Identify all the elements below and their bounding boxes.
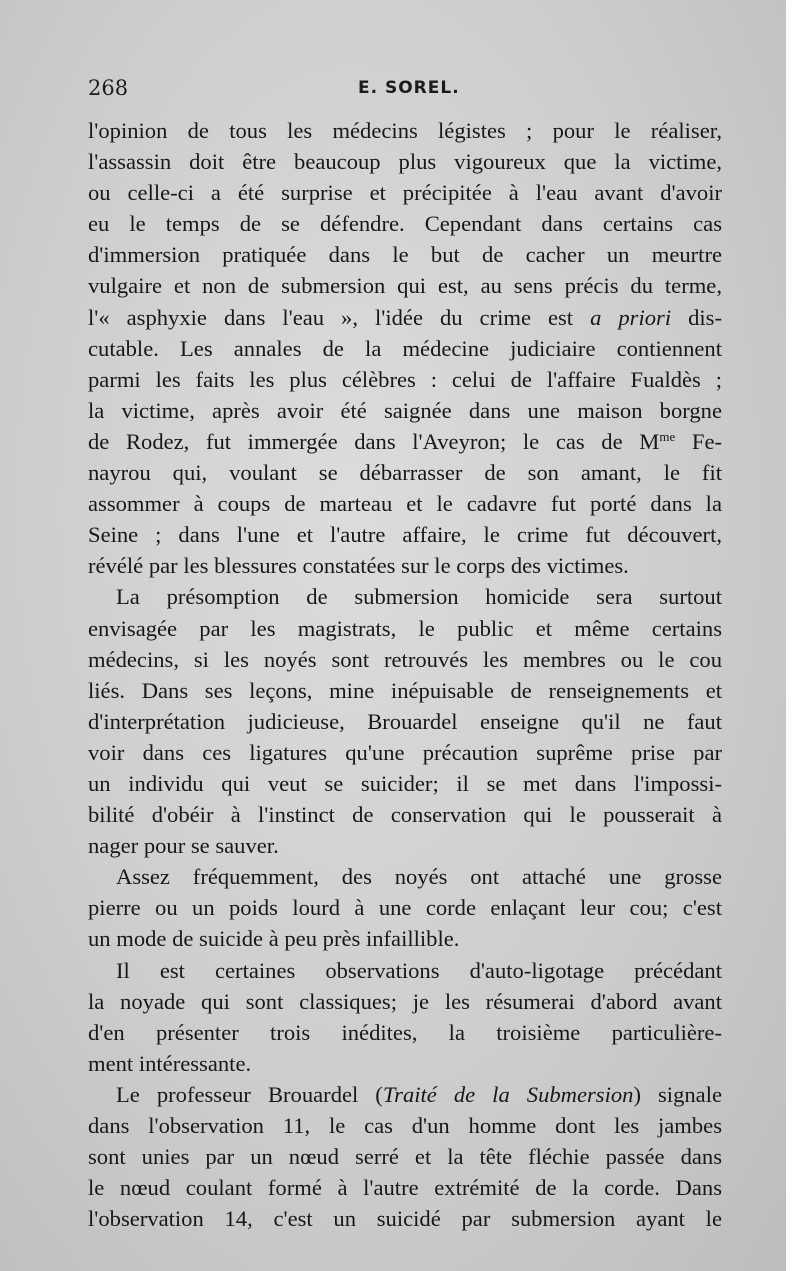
text-line: ou celle-ci a été surprise et précipitée à l'eau avant d'avoir xyxy=(88,180,722,206)
text-line: révélé par les blessures constatées sur le corps des victimes. xyxy=(88,553,629,579)
text-line: liés. Dans ses leçons, mine inépuisable de renseignements et xyxy=(88,677,722,703)
text-line: bilité d'obéir à l'instinct de conservation qui le pousserait à xyxy=(88,802,722,828)
text-line: eu le temps de se défendre. Cependant dans certains cas xyxy=(88,211,722,237)
text-line: d'immersion pratiquée dans le but de cacher un meurtre xyxy=(88,242,722,268)
text-line: Il est certaines observations d'auto-ligotage précédant xyxy=(116,957,722,983)
text-segment: l'« asphyxie dans l'eau », l'idée du crime est xyxy=(88,304,574,330)
text-line: assommer à coups de marteau et le cadavre fut porté dans la xyxy=(88,491,722,517)
text-segment: Fe- xyxy=(691,428,722,454)
text-line: un individu qui veut se suicider; il se met dans l'impossi- xyxy=(88,770,722,796)
paragraph-3 xyxy=(88,861,722,954)
superscript: me xyxy=(659,428,676,444)
text-line: nayrou qui, voulant se débarrasser de son amant, le fit xyxy=(88,460,722,486)
text-line: l'observation 14, c'est un suicidé par submersion ayant le xyxy=(88,1206,722,1232)
paragraph-4 xyxy=(88,955,722,1079)
text-line: un mode de suicide à peu près infaillible. xyxy=(88,926,460,952)
text-segment: dis- xyxy=(688,304,722,330)
text-line: d'interprétation judicieuse, Brouardel enseigne qu'il ne faut xyxy=(88,708,722,734)
text-line: l'assassin doit être beaucoup plus vigoureux que la victime, xyxy=(88,149,722,175)
page-header xyxy=(88,76,724,106)
text-segment: de Rodez, fut immergée dans l'Aveyron; le cas de M xyxy=(88,428,660,454)
text-segment: ) signale xyxy=(633,1081,723,1107)
paragraph-2 xyxy=(88,581,722,861)
italic-phrase: a priori xyxy=(590,304,672,330)
text-line: médecins, si les noyés sont retrouvés les membres ou le cou xyxy=(88,646,722,672)
text-line: La présomption de submersion homicide sera surtout xyxy=(116,584,722,610)
text-line: Assez fréquemment, des noyés ont attaché une grosse xyxy=(116,864,722,890)
text-line: la noyade qui sont classiques; je les résumerai d'abord avant xyxy=(88,988,722,1014)
text-line xyxy=(88,302,722,333)
text-line: ment intéressante. xyxy=(88,1050,252,1076)
text-line xyxy=(88,1079,722,1110)
text-line: sont unies par un nœud serré et la tête fléchie passée dans xyxy=(88,1144,722,1170)
text-line: d'en présenter trois inédites, la troisième particulière- xyxy=(88,1019,722,1045)
text-segment: Le professeur Brouardel ( xyxy=(116,1081,383,1107)
text-line: dans l'observation 11, le cas d'un homme dont les jambes xyxy=(88,1113,722,1138)
text-line: Seine ; dans l'une et l'autre affaire, le crime fut découvert, xyxy=(88,522,722,548)
text-line: vulgaire et non de submersion qui est, au sens précis du terme, xyxy=(88,273,722,299)
text-line xyxy=(88,426,722,457)
text-line: nager pour se sauver. xyxy=(88,833,279,859)
text-line: envisagée par les magistrats, le public et même certains xyxy=(88,615,722,641)
paragraph-1 xyxy=(88,115,722,581)
italic-title: Traité de la Submersion xyxy=(382,1081,634,1107)
paragraph-5 xyxy=(88,1079,722,1234)
text-line: voir dans ces ligatures qu'une précaution suprême prise par xyxy=(88,739,722,765)
text-line: parmi les faits les plus célèbres : celui de l'affaire Fualdès ; xyxy=(88,366,722,392)
text-line: cutable. Les annales de la médecine judiciaire contiennent xyxy=(88,335,722,361)
text-line: la victime, après avoir été saignée dans une maison borgne xyxy=(88,397,722,423)
page-number: 268 xyxy=(88,76,129,100)
text-line: l'opinion de tous les médecins légistes ; pour le réaliser, xyxy=(88,118,722,143)
text-line: pierre ou un poids lourd à une corde enlaçant leur cou; c'est xyxy=(88,895,722,921)
text-line: le nœud coulant formé à l'autre extrémité de la corde. Dans xyxy=(88,1175,722,1201)
body-text xyxy=(88,115,722,1234)
running-head: E. SOREL. xyxy=(358,78,460,98)
